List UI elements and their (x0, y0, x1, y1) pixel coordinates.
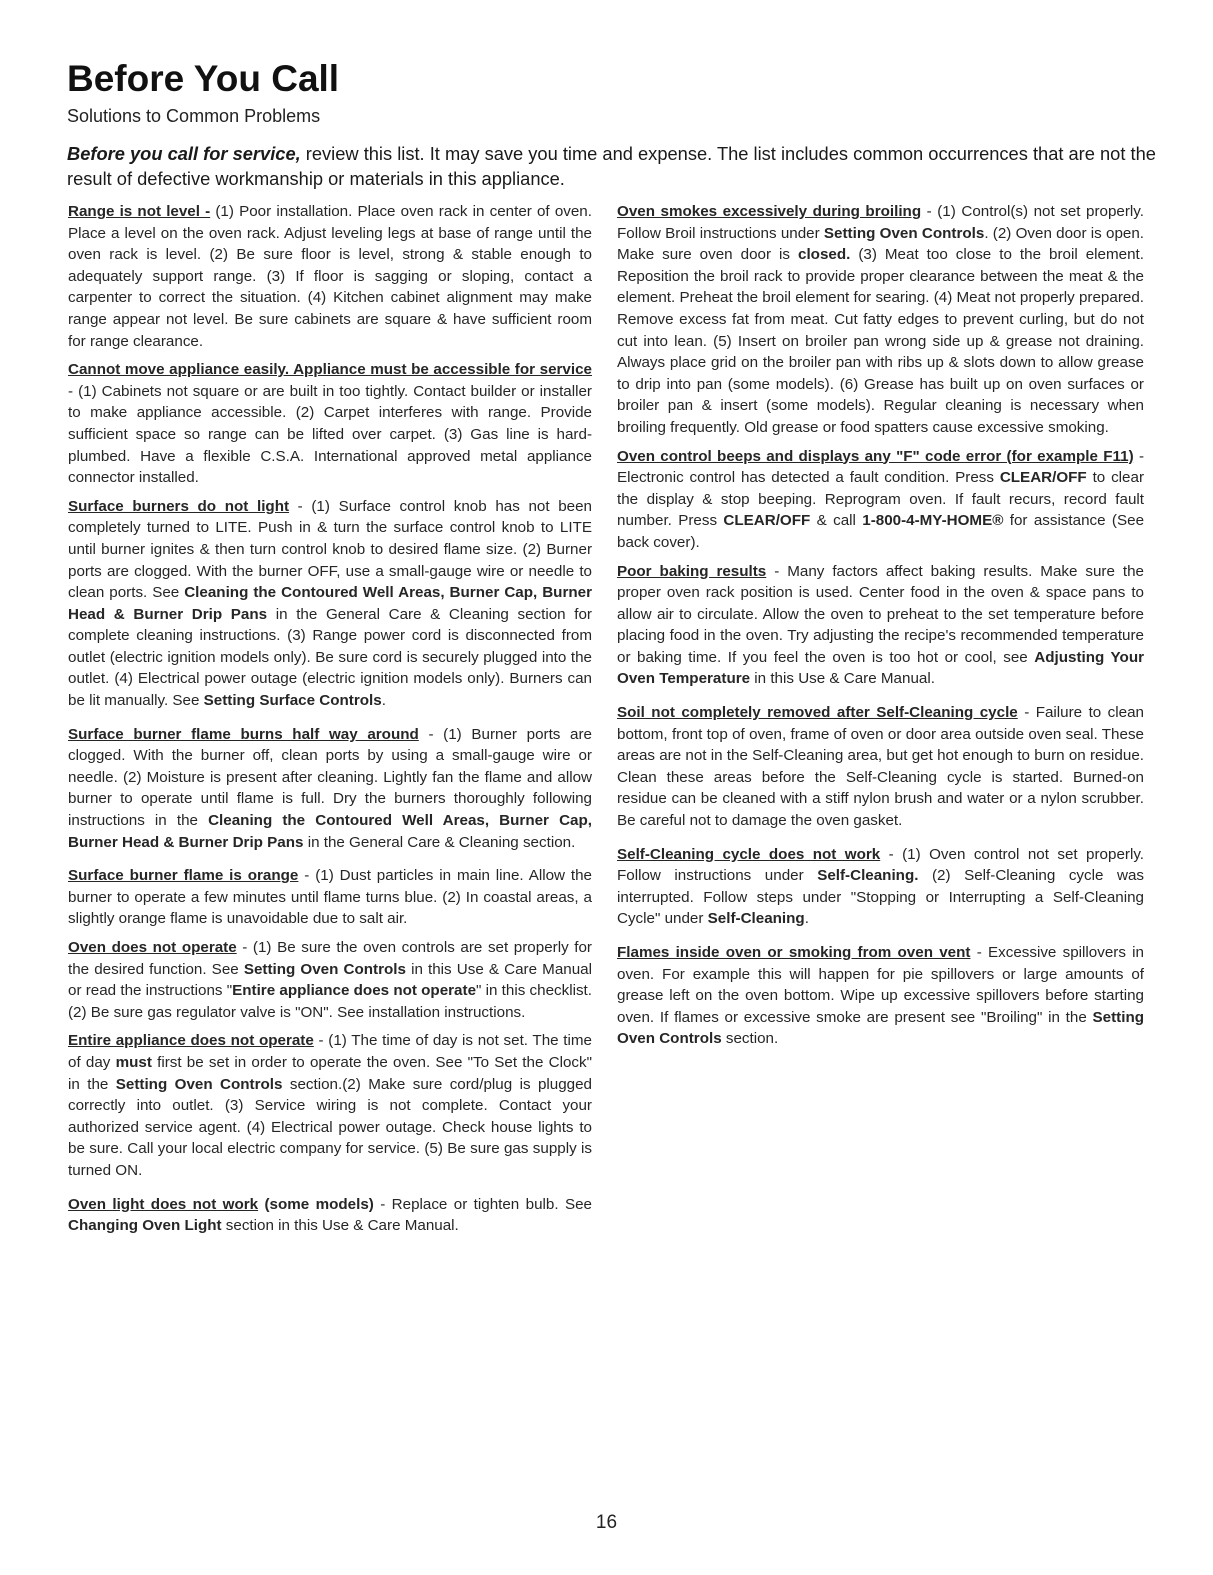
solution-text: for assistance (See back cover). (617, 512, 1145, 551)
problem-heading: Surface burner flame is orange (68, 867, 299, 885)
solution-text: in this Use & Care Manual. (750, 670, 935, 688)
problem-entry (68, 1194, 592, 1237)
problem-heading: Soil not completely removed after Self-Cleaning cycle (617, 704, 1018, 722)
solution-text: first be set in order to operate the oven. See "To Set the Clock" in the (68, 1053, 593, 1093)
solution-text: (3) Meat too close to the broil element. Reposition the broil rack to provide proper clearance between the meat & the element. Preheat the broil element for searing. (4) Meat not properly prepared. Remove excess fat from meat. Cut fatty edges to prevent curling, but do not cut into lean. (5) Insert on broiler pan wrong side up & grease not draining. Always place grid on the broiler pan with ribs up & slots down to allow grease to drip into pan (some models). (6) Grease has built up on oven surfaces or broiler pan & insert (some models). Regular cleaning is necessary when broiling frequently. Old grease or food spatters cause excessive smoking. (617, 246, 1144, 436)
solution-text: . (2) Oven door is open. Make sure oven door is (617, 224, 1144, 264)
problem-entry (68, 359, 592, 489)
solution-text: " in this checklist. (2) Be sure gas regulator valve is "ON". See installation instructions. (68, 982, 592, 1021)
problem-heading: Entire appliance does not operate (68, 1032, 314, 1050)
bold-reference: Self-Cleaning. (817, 867, 919, 885)
solution-text: - Replace or tighten bulb. See (373, 1195, 592, 1213)
problem-entry (68, 937, 592, 1023)
solution-text: in the General Care & Cleaning section. (303, 833, 576, 851)
bold-reference: CLEAR/OFF (999, 469, 1087, 487)
problem-entry (68, 1030, 592, 1181)
bold-reference: Cleaning the Contoured Well Areas, Burner Cap, Burner Head & Burner Drip Pans (68, 584, 592, 623)
solution-text: - (1) Control(s) not set properly. Follow Broil instructions under (617, 203, 1144, 242)
solution-text: - (1) The time of day is not set. The time of day (68, 1032, 592, 1071)
solution-text: to clear the display & stop beeping. Reprogram oven. If fault recurs, record fault number. Press (617, 469, 1145, 530)
solution-text: in this Use & Care Manual or read the instructions " (68, 960, 592, 1000)
solution-text: - (1) Burner ports are clogged. With the burner off, clean ports by using a small-gauge wire or needle. (2) Moisture is present after cleaning. Lightly fan the flame and allow burner to operate until flame is full. Dry the burners thoroughly following instructions in the (68, 725, 592, 830)
solution-text: - Electronic control has detected a fault condition. Press (617, 447, 1144, 487)
intro-lead: Before you call for service, (67, 143, 301, 164)
bold-reference: 1-800-4-MY-HOME® (862, 512, 1004, 530)
solution-text: (2) Self-Cleaning cycle was interrupted. Follow steps under "Stopping or Interrupting a Self-Cleaning Cycle" under (617, 867, 1144, 928)
bold-reference: Adjusting Your Oven Temperature (617, 648, 1145, 688)
bold-reference: Setting Oven Controls (115, 1075, 283, 1093)
problem-entry (68, 865, 592, 930)
problem-entry (617, 201, 1144, 439)
page-number: 16 (595, 1512, 618, 1533)
solution-text: (1) Poor installation. Place oven rack in center of oven. Place a level on the oven rack. Adjust leveling legs at base of range until the oven rack is level. (2) Be sure floor is level, strong & stable enough to adequately support range. (3) If floor is sagging or sloping, contact a carpenter to correct the situation. (4) Kitchen cabinet alignment may make range appear not level. Be sure cabinets are square & have sufficient room for range clearance. (68, 203, 592, 350)
problem-heading: Self-Cleaning cycle does not work (617, 845, 881, 863)
problem-entry (617, 702, 1144, 832)
solution-text: . (381, 692, 386, 710)
solution-text: - (1) Surface control knob has not been completely turned to LITE. Push in & turn the surface control knob to LITE until burner ignites & then turn control knob to desired flame size. (2) Burner ports are clogged. With the burner OFF, use a small-gauge wire or needle to clean ports. See (68, 497, 592, 602)
solution-text: - (1) Oven control not set properly. Follow instructions under (617, 845, 1145, 885)
problem-entry (68, 201, 592, 352)
solution-text: section in this Use & Care Manual. (221, 1217, 459, 1235)
bold-reference: Setting Oven Controls (617, 1008, 1144, 1048)
bold-reference: (some models) (258, 1195, 374, 1213)
page-title: Before You Call (67, 58, 340, 99)
problem-heading: Oven control beeps and displays any "F" code error (for example F11) (617, 447, 1134, 465)
solution-text: & call (810, 512, 863, 530)
page-subtitle: Solutions to Common Problems (67, 106, 321, 126)
bold-reference: closed. (798, 246, 851, 264)
bold-reference: CLEAR/OFF (723, 512, 811, 530)
solution-text: - (1) Be sure the oven controls are set properly for the desired function. See (68, 939, 592, 978)
problem-entry (617, 561, 1144, 691)
solution-text: in the General Care & Cleaning section for complete cleaning instructions. (3) Range power cord is disconnected from outlet (electric ignition models only). Be sure cord is securely plugged into the outlet. (4) Electrical power outage (electric ignition models only). Burners can be lit manually. See (68, 605, 592, 710)
left-column (68, 201, 592, 1244)
problem-heading: Flames inside oven or smoking from oven vent (617, 944, 971, 961)
bold-reference: Setting Surface Controls (203, 692, 382, 710)
problem-entry (617, 446, 1144, 554)
solution-text: - (1) Dust particles in main line. Allow the burner to operate a few minutes until flame turns blue. (2) In coastal areas, a slightly orange flame is unavoidable due to salt air. (68, 867, 592, 928)
problem-heading: Cannot move appliance easily. Appliance must be accessible for service (68, 361, 592, 379)
problem-entry (68, 496, 592, 712)
problem-entry (68, 724, 592, 854)
bold-reference: Self-Cleaning (707, 910, 805, 928)
solution-text: - Many factors affect baking results. Make sure the proper oven rack position is used. Center food in the oven & space pans to allow air to circulate. Allow the oven to preheat to the set temperature before placing food in the oven. Try adjusting the recipe's recommended temperature or baking time. If you feel the oven is too hot or cool, see (617, 562, 1144, 666)
problem-heading: Oven light does not work (68, 1195, 259, 1213)
right-column (617, 201, 1144, 1062)
intro-text: review this list. It may save you time and expense. The list includes common occurrences that are not the result of defective workmanship or materials in this appliance. (67, 143, 1156, 189)
problem-heading: Surface burners do not light (68, 497, 290, 515)
problem-entry (617, 844, 1144, 930)
bold-reference: Setting Oven Controls (823, 224, 985, 242)
solution-text: . (804, 910, 809, 928)
problem-heading: Oven smokes excessively during broiling (617, 203, 922, 220)
intro-paragraph (67, 141, 1157, 191)
solution-text: - Failure to clean bottom, front top of oven, frame of oven or door area outside oven seal. These areas are not in the Self-Cleaning area, but get hot enough to burn on residue. Clean these areas before the Self-Cleaning cycle is started. Burned-on residue can be cleaned with a stiff nylon brush and water or a nylon scrubber. Be careful not to damage the oven gasket. (617, 704, 1144, 830)
bold-reference: must (115, 1053, 152, 1071)
problem-heading: Surface burner flame burns half way around (68, 725, 419, 743)
problem-heading: Oven does not operate (68, 939, 237, 956)
solution-text: section. (721, 1030, 779, 1048)
solution-text: - (1) Cabinets not square or are built in too tightly. Contact builder or installer to make appliance accessible. (2) Carpet interferes with range. Provide sufficient space so range can be lifted over carpet. (3) Gas line is hard-plumbed. Have a flexible C.S.A. International approved metal appliance connector installed. (68, 382, 592, 487)
bold-reference: Entire appliance does not operate (232, 982, 477, 1000)
problem-entry (617, 942, 1144, 1050)
problem-heading: Poor baking results (617, 562, 767, 580)
solution-text: - Excessive spillovers in oven. For example this will happen for pie spillovers or large amounts of grease left on the oven bottom. Wipe up excessive spillovers before starting oven. If flames or excessive smoke are present see "Broiling" in the (617, 944, 1144, 1026)
problem-heading: Range is not level - (68, 203, 211, 220)
solution-text: section.(2) Make sure cord/plug is plugged correctly into outlet. (3) Service wiring is not complete. Contact your authorized service agent. (4) Electrical power outage. Check house lights to be sure. Call your local electric company for service. (5) Be sure gas supply is turned ON. (68, 1075, 593, 1179)
bold-reference: Cleaning the Contoured Well Areas, Burner Cap, Burner Head & Burner Drip Pans (68, 812, 592, 851)
bold-reference: Changing Oven Light (68, 1217, 222, 1235)
bold-reference: Setting Oven Controls (243, 960, 406, 978)
